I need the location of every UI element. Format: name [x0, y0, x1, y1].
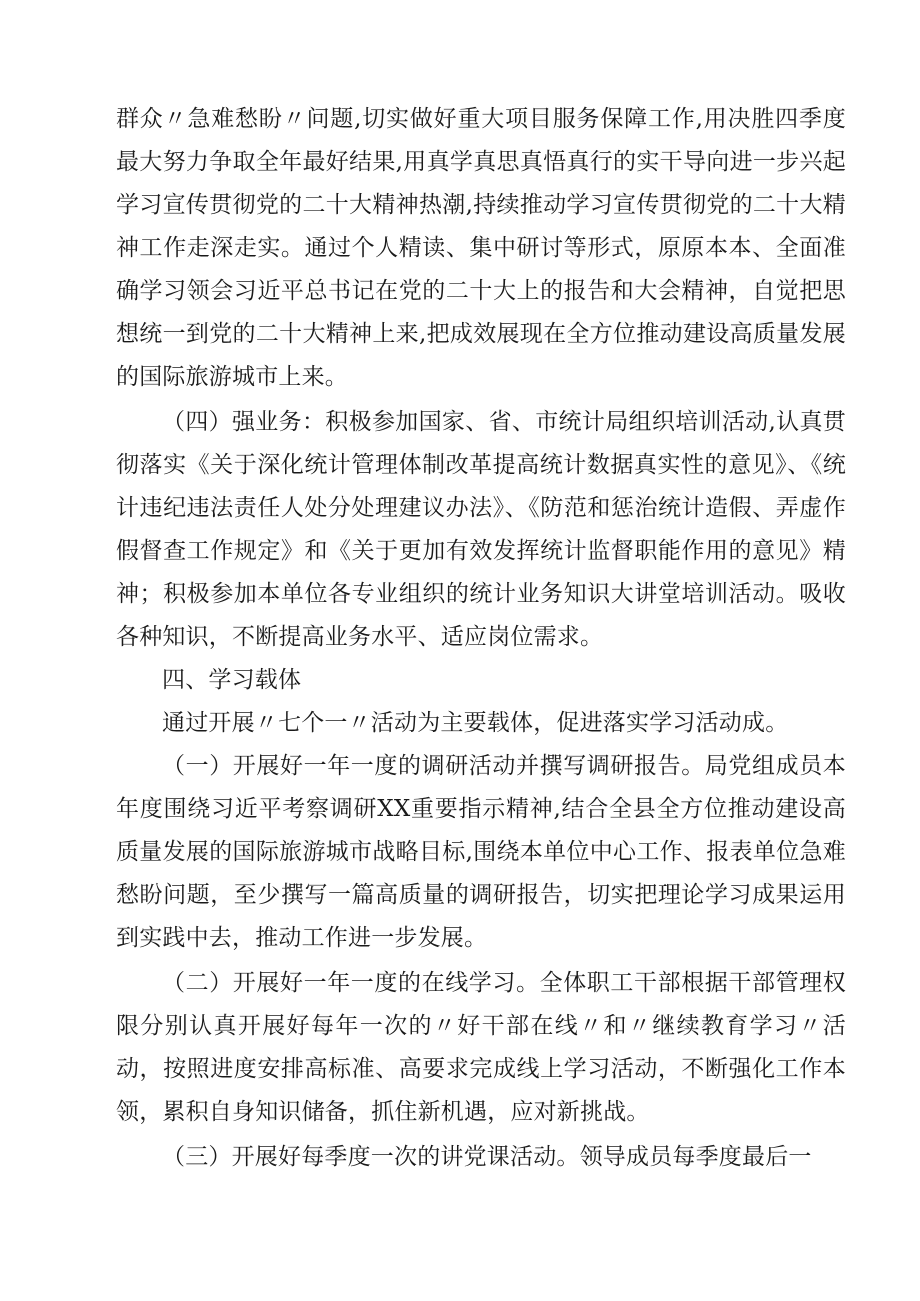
paragraph-research-activity: （一）开展好一年一度的调研活动并撰写调研报告。局党组成员本年度围绕习近平考察调研XX重要指示精神,结合全县全方位推动建设高质量发展的国际旅游城市战略目标,围绕本单位中心工作、报表单位急难愁盼问题，至少撰写一篇高质量的调研报告，切实把理论学习成果运用到实践中去，推动工作进一步发展。 [116, 753, 846, 951]
paragraph-strengthen-business: （四）强业务：积极参加国家、省、市统计局组织培训活动,认真贯彻落实《关于深化统计管理体制改革提高统计数据真实性的意见》、《统计违纪违法责任人处分处理建议办法》、《防范和惩治统计造假、弄虚作假督查工作规定》和《关于更加有效发挥统计监督职能作用的意见》精神；积极参加本单位各专业组织的统计业务知识大讲堂培训活动。吸收各种知识，不断提高业务水平、适应岗位需求。 [116, 409, 846, 650]
paragraph-seven-ones: 通过开展〃七个一〃活动为主要载体，促进落实学习活动成。 [162, 710, 789, 736]
section-heading-learning-carrier: 四、学习载体 [162, 667, 302, 693]
paragraph-party-lecture: （三）开展好每季度一次的讲党课活动。领导成员每季度最后一 [162, 1144, 812, 1170]
paragraph-online-learning: （二）开展好一年一度的在线学习。全体职工干部根据干部管理权限分别认真开展好每年一次的〃好干部在线〃和〃继续教育学习〃活动，按照进度安排高标准、高要求完成线上学习活动，不断强化工作本领，累积自身知识储备，抓住新机遇，应对新挑战。 [116, 970, 846, 1125]
paragraph-continuation: 群众〃急难愁盼〃问题,切实做好重大项目服务保障工作,用决胜四季度最大努力争取全年最好结果,用真学真思真悟真行的实干导向进一步兴起学习宣传贯彻党的二十大精神热潮,持续推动学习宣传贯彻党的二十大精神工作走深走实。通过个人精读、集中研讨等形式，原原本本、全面准确学习领会习近平总书记在党的二十大上的报告和大会精神，自觉把思想统一到党的二十大精神上来,把成效展现在全方位推动建设高质量发展的国际旅游城市上来。 [116, 106, 846, 390]
document-body [116, 98, 846, 1179]
